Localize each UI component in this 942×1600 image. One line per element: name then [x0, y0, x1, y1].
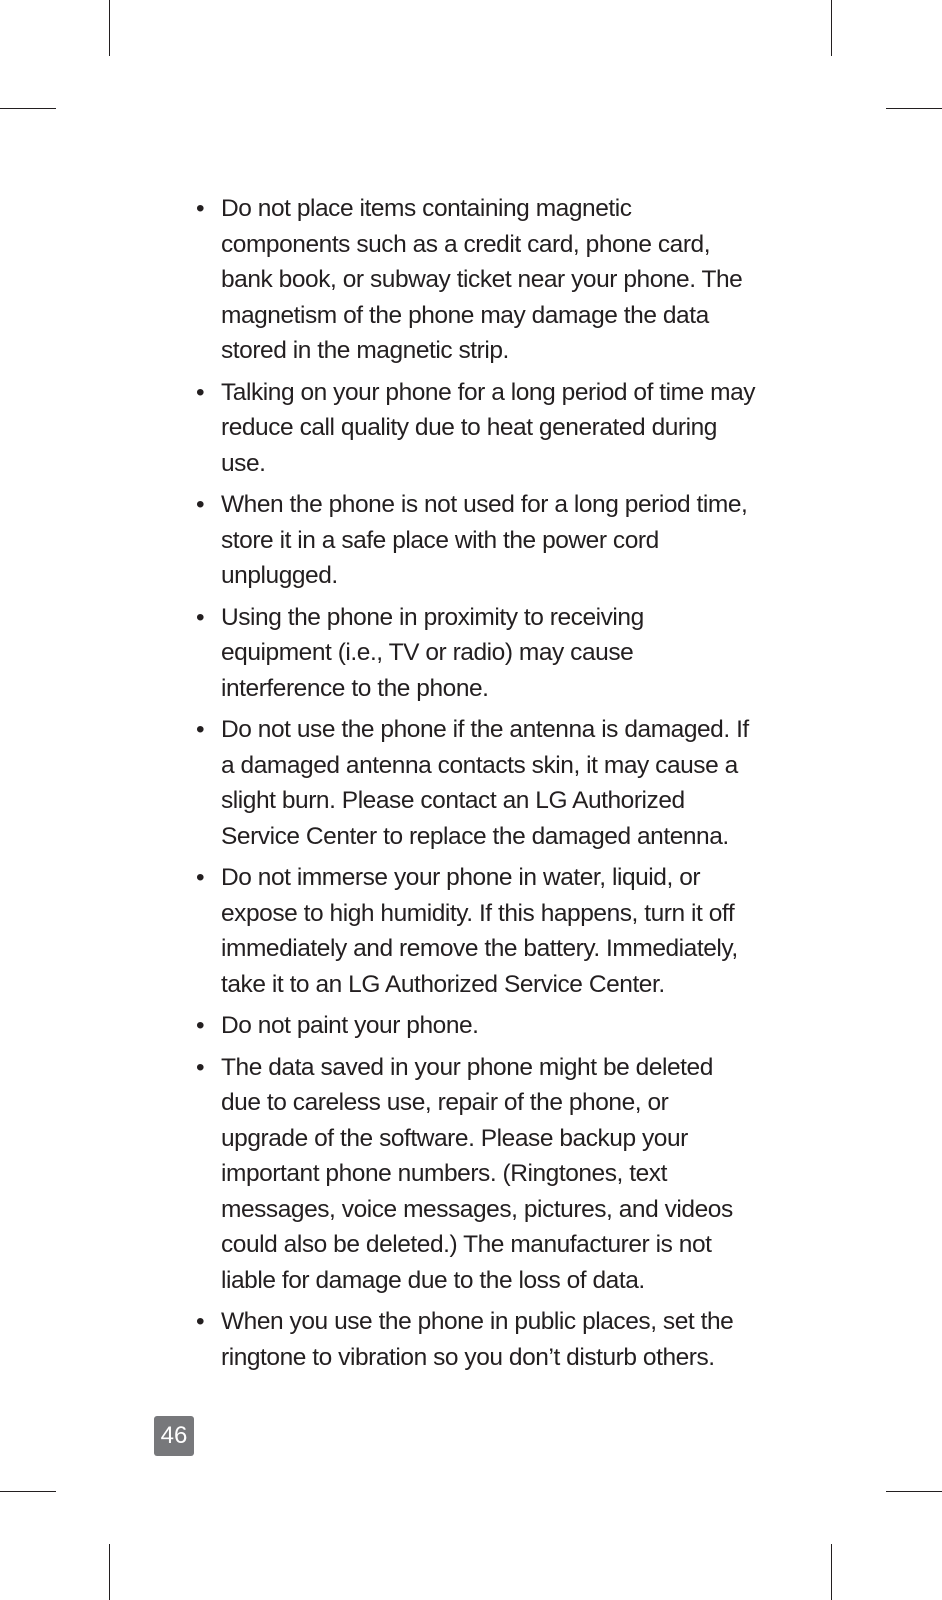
list-item	[196, 487, 756, 594]
list-item-text: Talking on your phone for a long period of time may reduce call quality due to heat generated during use.	[221, 378, 756, 477]
list-item	[196, 191, 756, 369]
list-item	[196, 1050, 756, 1299]
crop-mark	[0, 1491, 56, 1492]
bullet-icon: •	[196, 1012, 205, 1039]
crop-mark	[831, 1544, 832, 1600]
bullet-icon: •	[196, 195, 205, 222]
bullet-icon: •	[196, 716, 205, 743]
crop-mark	[886, 1491, 942, 1492]
bullet-icon: •	[196, 864, 205, 891]
list-item-text: Do not immerse your phone in water, liquid, or expose to high humidity. If this happens, turn it off immediately and remove the battery. Immediately, take it to an LG Authorized Service Center.	[221, 864, 738, 998]
bullet-icon: •	[196, 1053, 205, 1081]
list-item	[196, 600, 756, 707]
list-item	[196, 712, 756, 854]
list-item-text: When you use the phone in public places, set the ringtone to vibration so you don’t disturb others.	[221, 1308, 734, 1371]
list-item-text: The data saved in your phone might be deleted due to careless use, repair of the phone, or upgrade of the software. Please backup your important phone numbers. (Ringtones, text messages, voice messages, pictures, and videos could also be deleted.) The manufacturer is not liable for damage due to the loss of data.	[221, 1053, 733, 1294]
crop-mark	[831, 0, 832, 56]
bullet-icon: •	[196, 1308, 205, 1335]
bullet-list	[196, 191, 756, 1375]
list-item-text: Using the phone in proximity to receiving equipment (i.e., TV or radio) may cause interference to the phone.	[221, 603, 644, 702]
list-item	[196, 1008, 756, 1044]
bullet-icon: •	[196, 491, 205, 518]
list-item-text: When the phone is not used for a long period time, store it in a safe place with the power cord unplugged.	[221, 491, 748, 589]
list-item	[196, 860, 756, 1002]
page-number-badge: 46	[154, 1416, 194, 1456]
crop-mark	[109, 0, 110, 56]
list-item-text: Do not place items containing magnetic components such as a credit card, phone card, bank book, or subway ticket near your phone. The magnetism of the phone may damage the data stored in the magnetic strip.	[221, 195, 743, 364]
crop-mark	[886, 108, 942, 109]
list-item	[196, 375, 756, 482]
crop-mark	[109, 1544, 110, 1600]
page-content	[196, 191, 756, 1381]
list-item	[196, 1304, 756, 1375]
list-item-text: Do not paint your phone.	[221, 1012, 479, 1039]
crop-mark	[0, 108, 56, 109]
bullet-icon: •	[196, 378, 205, 406]
bullet-icon: •	[196, 603, 205, 631]
list-item-text: Do not use the phone if the antenna is damaged. If a damaged antenna contacts skin, it may cause a slight burn. Please contact an LG Authorized Service Center to replace the damaged antenna.	[221, 716, 749, 850]
